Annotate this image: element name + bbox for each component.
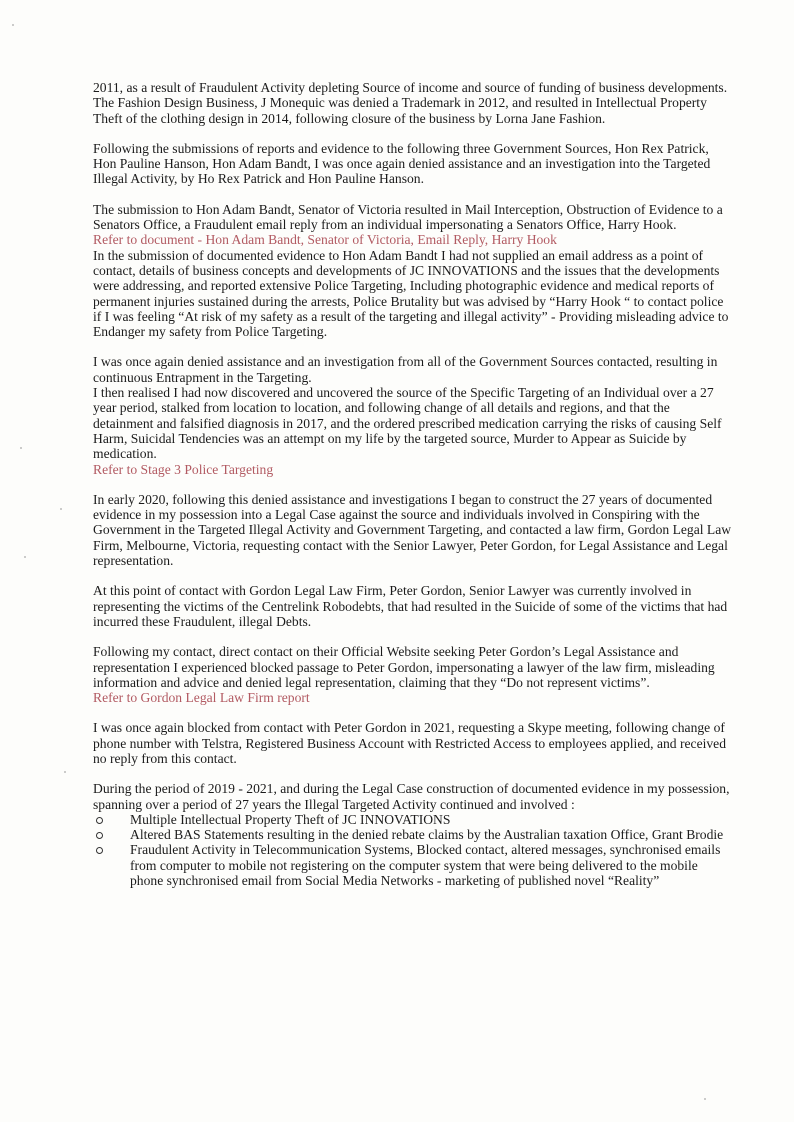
reference-stage-3-police-targeting: Refer to Stage 3 Police Targeting bbox=[93, 461, 274, 477]
paragraph-adam-bandt-submission: The submission to Hon Adam Bandt, Senator of Victoria resulted in Mail Interception, Obstruction of Evidence to a Senators Office, a Fraudulent email reply from an individual impersonating a Senators Office, Harry Hook. bbox=[93, 201, 723, 233]
paragraph-government-submissions: Following the submissions of reports and evidence to the following three Government Sources, Hon Rex Patrick, Hon Pauline Hanson, Hon Adam Bandt, I was once again denied assistance and an investigation into the Targeted Illegal Activity, by Ho Rex Patrick and Hon Pauline Hanson. bbox=[93, 140, 711, 187]
paragraph-denied-assistance: I was once again denied assistance and an investigation from all of the Government Sources contacted, resulting in continuous Entrapment in the Targeting. bbox=[93, 354, 718, 385]
paragraph-blocked-passage: Following my contact, direct contact on their Official Website seeking Peter Gordon’s Legal Assistance and representation I experienced blocked passage to Peter Gordon, impersonating a lawyer of the law firm, misleading information and advice and denied legal representation, claiming that they “Do not represent victims”. bbox=[93, 644, 715, 690]
bullet-icon bbox=[96, 847, 103, 854]
scan-speck bbox=[64, 771, 66, 773]
activity-bullet-list bbox=[93, 812, 733, 888]
bullet-icon bbox=[96, 832, 103, 839]
scan-speck bbox=[12, 24, 14, 26]
paragraph-trademark-denial: 2011, as a result of Fraudulent Activity depleting Source of income and source of funding of business developments. The Fashion Design Business, J Monequic was denied a Trademark in 2012, and resulted in Intellectual Property Theft of the clothing design in 2014, following closure of the business by Lorna Jane Fashion. bbox=[93, 80, 728, 126]
bullet-text: Multiple Intellectual Property Theft of JC INNOVATIONS bbox=[130, 811, 451, 827]
reference-adam-bandt-email: Refer to document - Hon Adam Bandt, Senator of Victoria, Email Reply, Harry Hook bbox=[93, 232, 557, 248]
scan-speck bbox=[704, 1098, 706, 1100]
paragraph-legal-case-construction: In early 2020, following this denied assistance and investigations I began to construct the 27 years of documented evidence in my possession into a Legal Case against the source and individuals involved in Conspiring with the Government in the Targeted Illegal Activity and Government Targeting, and contacted a law firm, Gordon Legal Law Firm, Melbourne, Victoria, requesting contact with the Senior Lawyer, Peter Gordon, for Legal Assistance and Legal representation. bbox=[93, 491, 732, 569]
paragraph-skype-meeting: I was once again blocked from contact with Peter Gordon in 2021, requesting a Skype meeting, following change of phone number with Telstra, Registered Business Account with Restricted Access to employees applied, and received no reply from this contact. bbox=[93, 720, 727, 766]
bullet-text: Fraudulent Activity in Telecommunication Systems, Blocked contact, altered messages, synchronised emails from computer to mobile not registering on the computer system that were being delivered to the mobile phone synchronised email from Social Media Networks - marketing of published novel “Reality” bbox=[130, 842, 721, 889]
list-item bbox=[93, 842, 733, 888]
paragraph-specific-targeting: I then realised I had now discovered and uncovered the source of the Specific Targeting of an Individual over a 27 year period, stalked from location to location, and following change of all details and regions, and that the detainment and falsified diagnosis in 2017, and the ordered prescribed medication carrying the risks of causing Self Harm, Suicidal Tendencies was an attempt on my life by the targeted source, Murder to Appear as Suicide by medication. bbox=[93, 385, 722, 462]
document-page bbox=[93, 80, 733, 888]
bullet-text: Altered BAS Statements resulting in the denied rebate claims by the Australian taxation Office, Grant Brodie bbox=[130, 827, 724, 843]
paragraph-continued-activity: During the period of 2019 - 2021, and during the Legal Case construction of documented evidence in my possession, spanning over a period of 27 years the Illegal Targeted Activity continued and involved : bbox=[93, 781, 730, 812]
bullet-icon bbox=[96, 817, 103, 824]
scan-speck bbox=[20, 447, 22, 449]
scan-speck bbox=[60, 508, 62, 510]
reference-gordon-legal-report: Refer to Gordon Legal Law Firm report bbox=[93, 690, 310, 706]
paragraph-harry-hook-advice: In the submission of documented evidence to Hon Adam Bandt I had not supplied an email address as a point of contact, details of business concepts and developments of JC INNOVATIONS and the issues that the developments were addressing, and reported extensive Police Targeting, Including photographic evidence and medical reports of permanent injuries sustained during the arrests, Police Brutality but was advised by “Harry Hook “ to contact police if I was feeling “At risk of my safety as a result of the targeting and illegal activity” - Providing misleading advice to Endanger my safety from Police Targeting. bbox=[93, 247, 729, 340]
paragraph-robodebt-representation: At this point of contact with Gordon Legal Law Firm, Peter Gordon, Senior Lawyer was currently involved in representing the victims of the Centrelink Robodebts, that had resulted in the Suicide of some of the victims that had incurred these Fraudulent, illegal Debts. bbox=[93, 583, 728, 629]
list-item bbox=[93, 827, 733, 842]
list-item bbox=[93, 812, 733, 827]
scan-speck bbox=[24, 556, 26, 558]
